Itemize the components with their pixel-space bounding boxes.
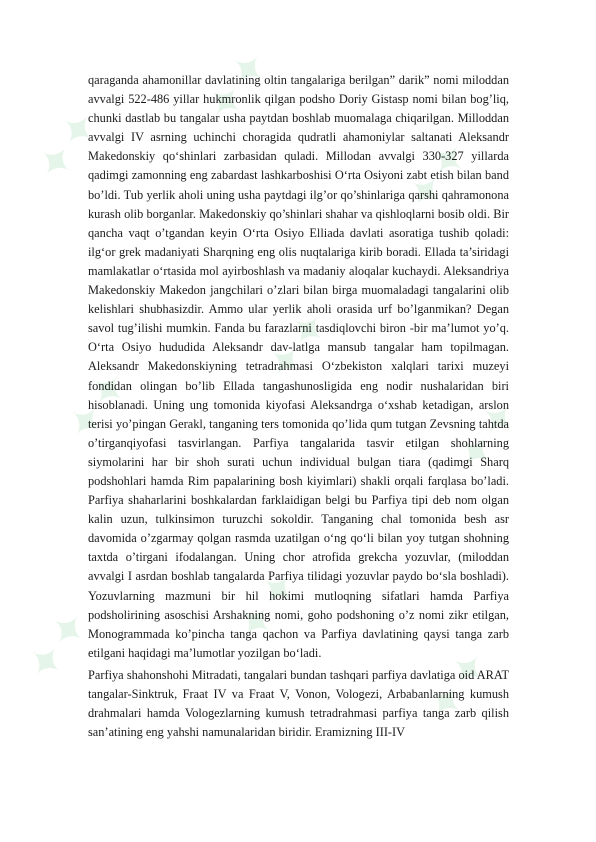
background-watermark-pattern: ✦✦ ✦✦ ✦✦ ✦✦ ✦✦ ✦✦ ✦✦ ✦✦ ✦✦ [15,39,533,732]
paragraph: Parfiya shahonshohi Mitradati, tangalari bundan tashqari parfiya davlatiga oid ARAT tangalar-Sinktruk, Fraat IV va Fraat V, Vonon, Vologezi, Arbabanlarning kumush drahmalari hamda Vologezlarning kumush tetradrahmasi parfiya tanga zarb qilish san’atining eng yahshi namunalaridan biridir. Eramizning III-IV [88,667,509,740]
document-body [88,71,509,742]
paragraph: qaraganda ahamonillar davlatining oltin tangalariga berilgan” darik” nomi miloddan avvalgi 522-486 yillar hukmronlik qilgan podsho Doriy Gistasp nomi bilan bog’liq, chunki dastlab bu tangalar usha paytdan boshlab muomalaga chiqarilgan. Milloddan avvalgi IV asrning uchinchi choragida qudratli ahamoniylar saltanati Aleksandr Makedonskiy qo‘shinlari zarbasidan quladi. Millodan avvalgi 330-327 yillarda qadimgi zamonning eng zabardast lashkarboshisi O‘rta Osiyoni zabt etish bilan band bo’ldi. Tub yerlik aholi uning usha paytdagi ilg’or qo’shinlariga qarshi qahramonona kurash olib borganlar. Makedonskiy qo’shinlari shahar va qishloqlarni bosib oldi. Bir qancha vaqt o’tgandan keyin O‘rta Osiyo Elliada davlati asoratiga tushib qoladi: ilg‘or grek madaniyati Sharqning eng olis nuqtalariga kirib boradi. Ellada ta’siridagi mamlakatlar o‘rtasida mol ayirboshlash va madaniy aloqalar kuchaydi. Aleksandriya Makedonskiy Makedon jangchilari o’zlari bilan birga muomaladagi tangalarini olib kelishlari shubhasizdir. Ammo ular yerlik aholi orasida urf bo’lganmikan? Degan savol tug’ilishi mumkin. Fanda bu farazlarni tasdiqlovchi biron -bir ma’lumot yo’q. O‘rta Osiyo hududida Aleksandr dav-latlga mansub tangalar ham topilmagan. Aleksandr Makedonskiyning tetradrahmasi O‘zbekiston xalqlari tarixi muzeyi fondidan olingan bo’lib Ellada tangashunosligida eng nodir nushalaridan biri hisoblanadi. Uning ung tomonida kiyofasi Aleksandrga o‘xshab ketadigan, arslon terisi yo’pingan Gerakl, tanganing ters tomonida qo’lida qum tutgan Zevsning tahtda o’tirganqiyofasi tasvirlangan. Parfiya tangalarida tasvir etilgan shohlarning siymolarini har bir shoh surati uchun individual bulgan tiara (qadimgi Sharq podshohlari hamda Rim papalarining bosh kiyimlari) shakli orqali farqlasa bo’ladi. Parfiya shaharlarini boshkalardan farklaidigan belgi bu Parfiya tipi deb nom olgan kalin uzun, tulkinsimon turuzchi sokoldir. Tanganing chal tomonida besh asr davomida o’zgarmay qolgan rasmda uzatilgan o‘ng qo‘li bilan yoy tutgan shohning taxtda o’tirgani ifodalangan. Uning chor atrofida grekcha yozuvlar, (miloddan avvalgi I asrdan boshlab tangalarda Parfiya tilidagi yozuvlar paydo bo‘sla boshladi). Yozuvlarning mazmuni bir hil hokimi mutloqning sifatlari hamda Parfiya podsholirining asoschisi Arshakning nomi, goho podshoning o’z nomi zikr etilgan, Monogrammada ko’pincha tanga qachon va Parfiya davlatining qaysi tanga zarb etilgani haqidagi ma’lumotlar yozilgan bo‘ladi. [88,73,509,660]
